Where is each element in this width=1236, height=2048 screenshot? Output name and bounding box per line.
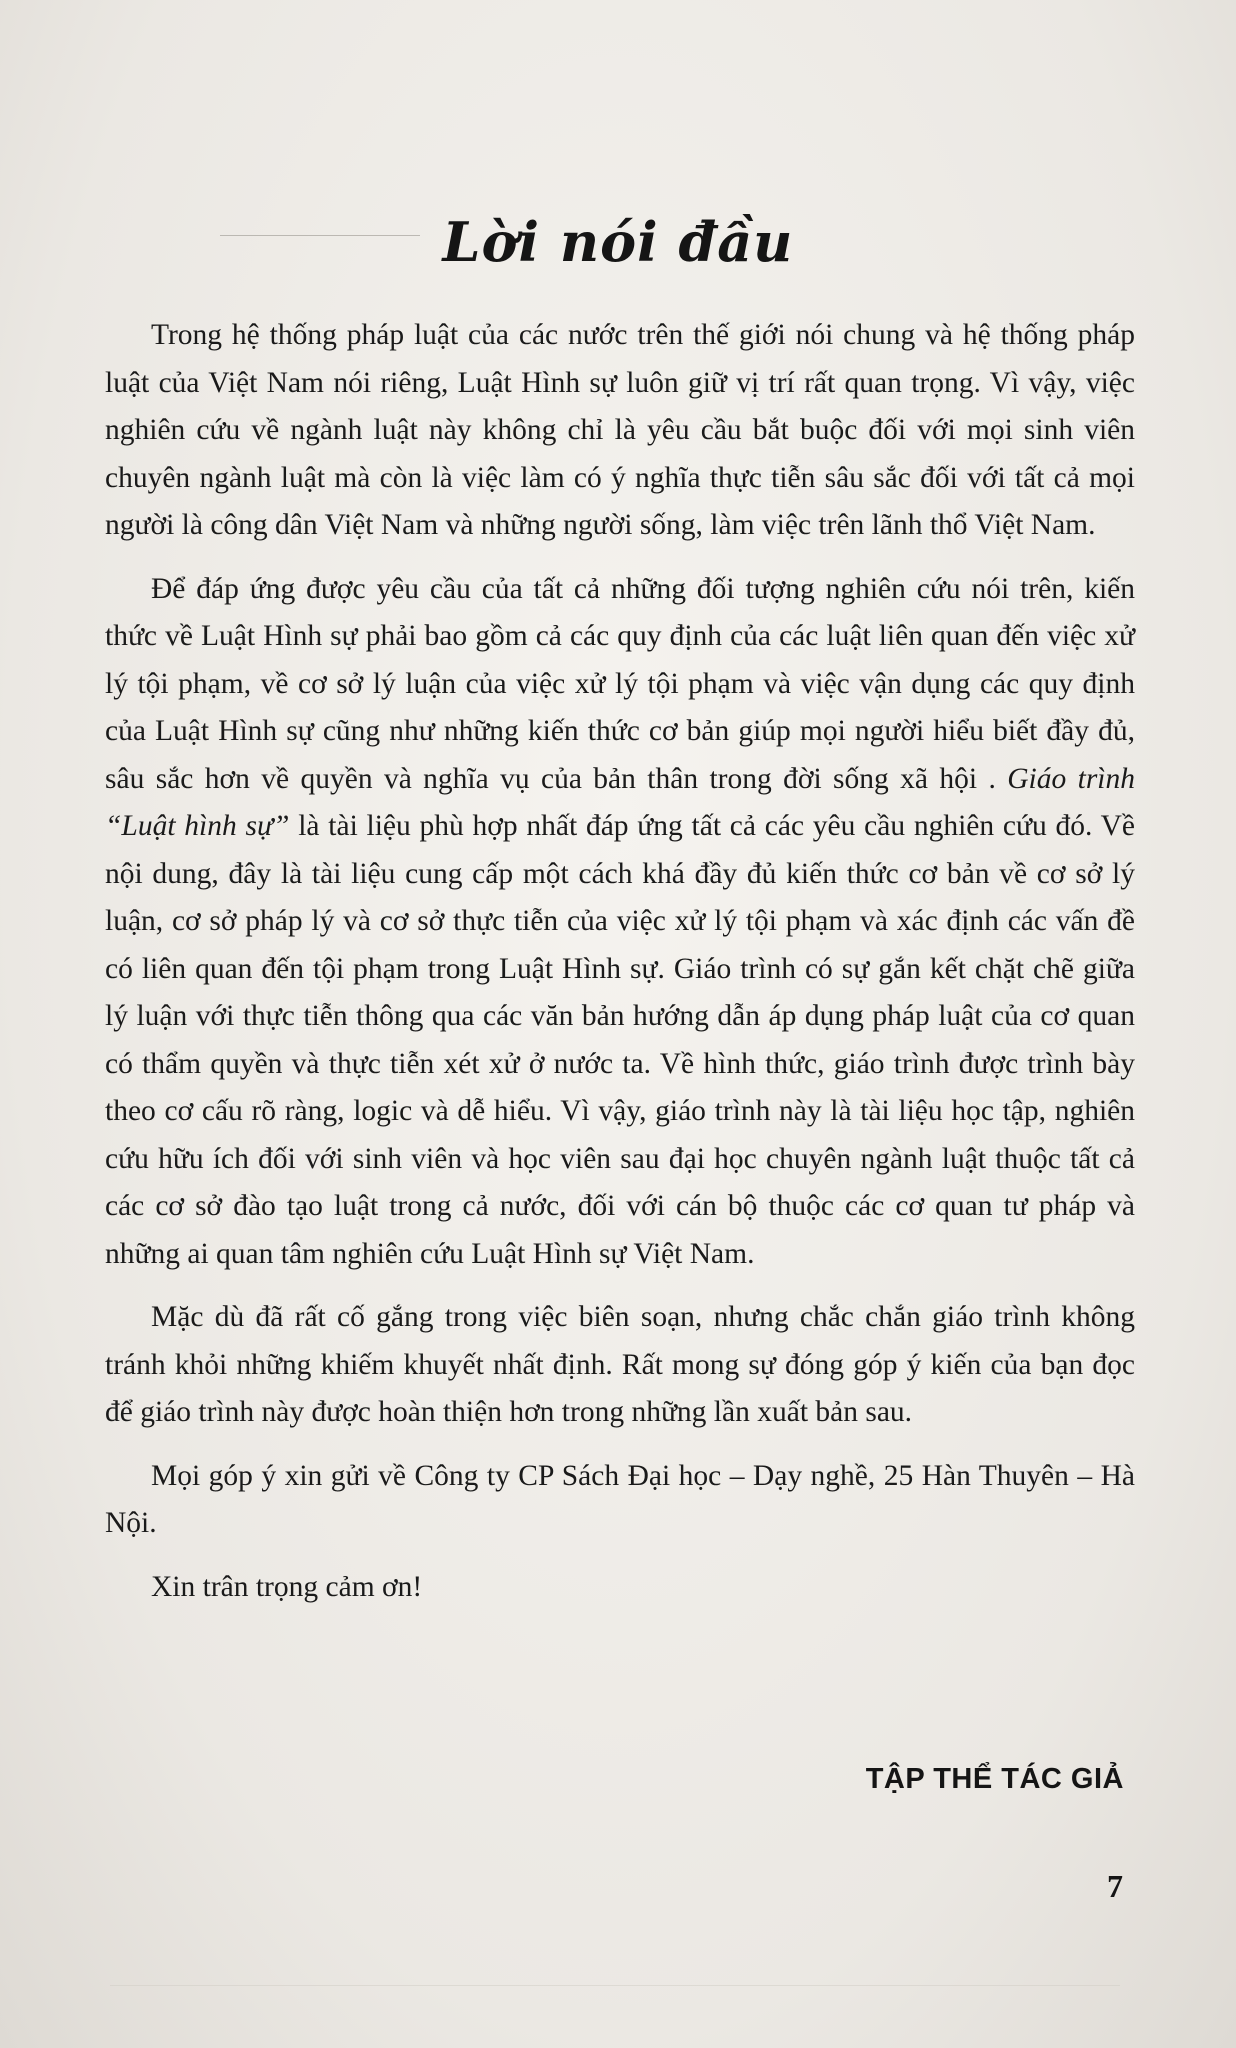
paragraph-2 bbox=[105, 566, 1135, 1279]
page-body bbox=[105, 312, 1135, 1627]
paragraph-4: Mọi góp ý xin gửi về Công ty CP Sách Đại học – Dạy nghề, 25 Hàn Thuyên – Hà Nội. bbox=[105, 1459, 1135, 1539]
paragraph-2-book-title: Giáo trình “Luật hình sự” bbox=[105, 762, 1135, 842]
paragraph-2-part-1: Để đáp ứng được yêu cầu của tất cả những đối tượng nghiên cứu nói trên, kiến thức về Luật Hình sự phải bao gồm cả các quy định của các luật liên quan đến việc xử lý tội phạm, về cơ sở lý luận của việc xử lý tội phạm và việc vận dụng các quy định của Luật Hình sự cũng như những kiến thức cơ bản giúp mọi người hiểu biết đầy đủ, sâu sắc hơn về quyền và nghĩa vụ của bản thân trong đời sống xã hội . bbox=[105, 572, 1135, 795]
paragraph-2-part-2: là tài liệu phù hợp nhất đáp ứng tất cả các yêu cầu nghiên cứu đó. Về nội dung, đây là tài liệu cung cấp một cách khá đầy đủ kiến thức cơ bản về cơ sở lý luận, cơ sở pháp lý và cơ sở thực tiễn của việc xử lý tội phạm và xác định các vấn đề có liên quan đến tội phạm trong Luật Hình sự. Giáo trình có sự gắn kết chặt chẽ giữa lý luận với thực tiễn thông qua các văn bản hướng dẫn áp dụng pháp luật của cơ quan có thẩm quyền và thực tiễn xét xử ở nước ta. Về hình thức, giáo trình được trình bày theo cơ cấu rõ ràng, logic và dễ hiểu. Vì vậy, giáo trình này là tài liệu học tập, nghiên cứu hữu ích đối với sinh viên và học viên sau đại học chuyên ngành luật thuộc tất cả các cơ sở đào tạo luật trong cả nước, đối với cán bộ thuộc các cơ quan tư pháp và những ai quan tâm nghiên cứu Luật Hình sự Việt Nam. bbox=[105, 810, 1136, 1270]
paragraph-1: Trong hệ thống pháp luật của các nước trên thế giới nói chung và hệ thống pháp luật của Việt Nam nói riêng, Luật Hình sự luôn giữ vị trí rất quan trọng. Vì vậy, việc nghiên cứu về ngành luật này không chỉ là yêu cầu bắt buộc đối với mọi sinh viên chuyên ngành luật mà còn là việc làm có ý nghĩa thực tiễn sâu sắc đối với tất cả mọi người là công dân Việt Nam và những người sống, làm việc trên lãnh thổ Việt Nam. bbox=[105, 319, 1135, 541]
page-title: Lời nói đầu bbox=[442, 210, 794, 274]
page-number: 7 bbox=[1107, 1868, 1123, 1904]
author-signature: TẬP THỂ TÁC GIẢ bbox=[865, 1763, 1124, 1795]
paragraph-3: Mặc dù đã rất cố gắng trong việc biên soạn, nhưng chắc chắn giáo trình không tránh khỏi những khiếm khuyết nhất định. Rất mong sự đóng góp ý kiến của bạn đọc để giáo trình này được hoàn thiện hơn trong những lần xuất bản sau. bbox=[105, 1301, 1135, 1428]
bottom-scan-rule bbox=[110, 1985, 1120, 1986]
paragraph-5: Xin trân trọng cảm ơn! bbox=[151, 1570, 423, 1603]
